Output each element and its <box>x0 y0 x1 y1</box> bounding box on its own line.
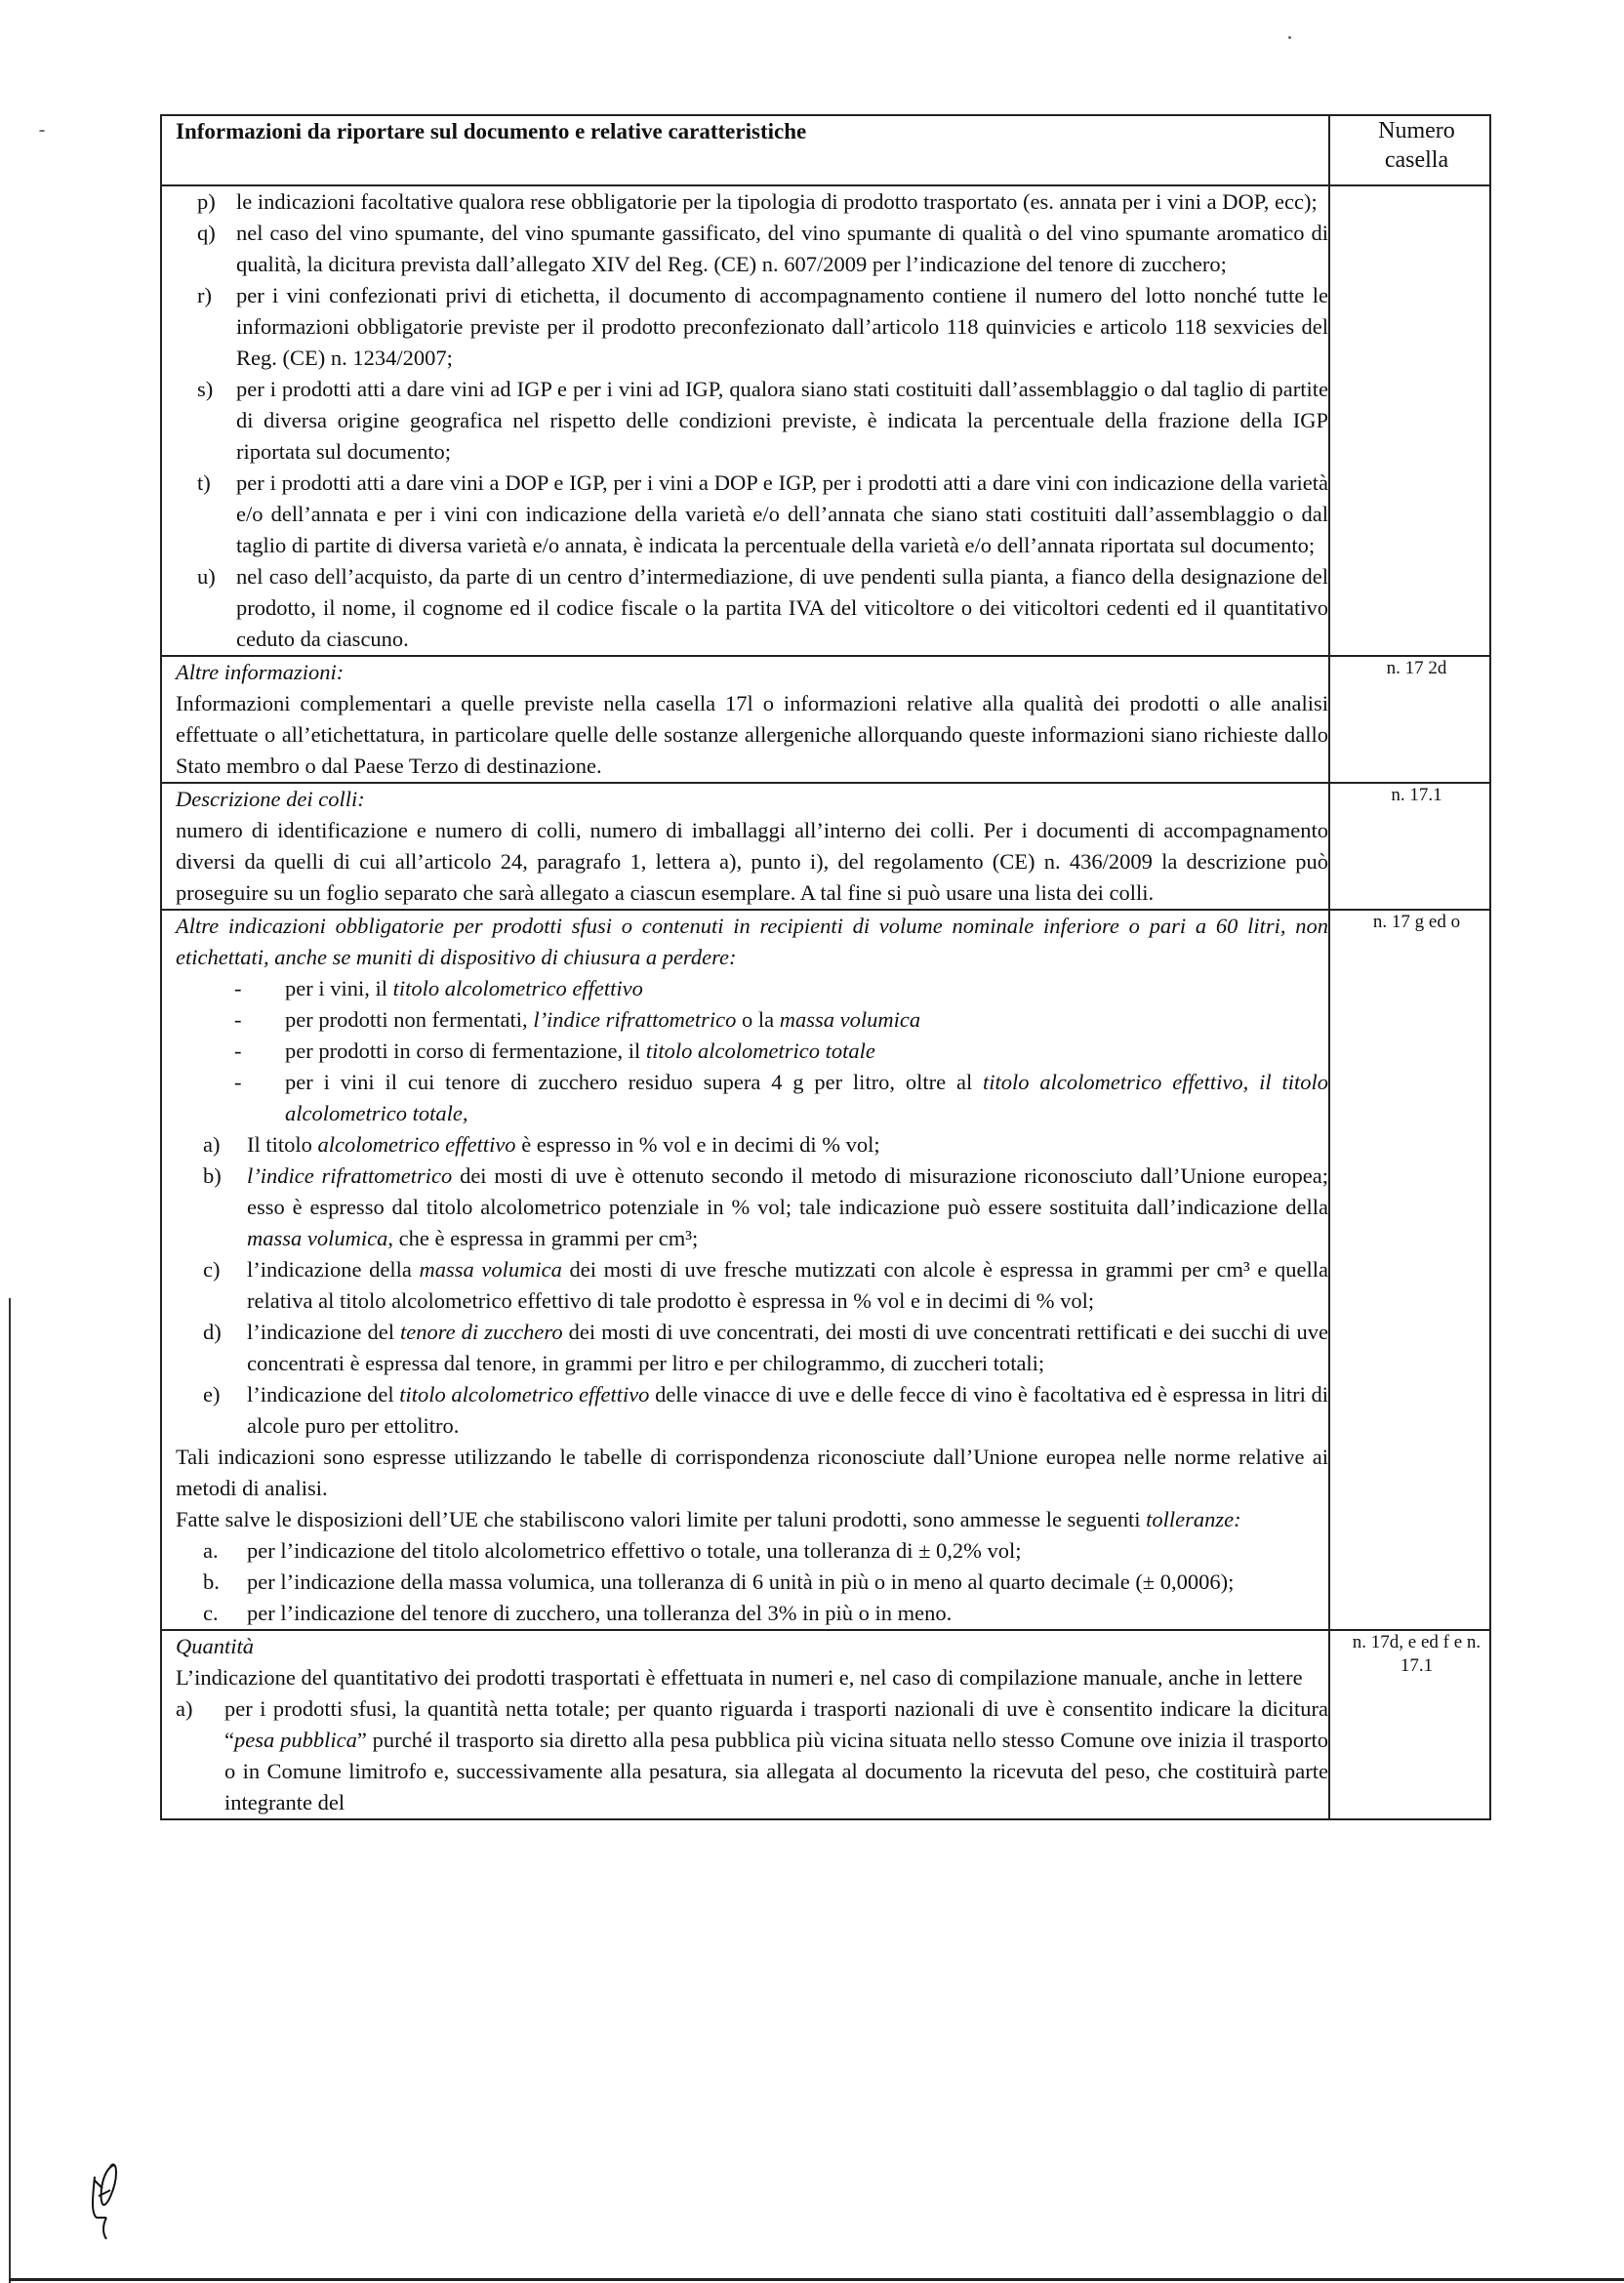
scan-speck <box>1288 36 1291 39</box>
item-label: a) <box>203 1132 221 1157</box>
tolerance-item <box>176 1535 1328 1567</box>
text: , che è espressa in grammi per cm³; <box>387 1226 699 1250</box>
row-number: n. 17.1 <box>1329 783 1490 910</box>
text: dei mosti di uve fresche mutizzati con alcole è espressa in grammi per cm³ e quella relativa al titolo alcolometrico effettivo di tale prodotto è espressa in % vol e in decimi di % vol; <box>247 1257 1328 1313</box>
row-content <box>161 910 1329 1630</box>
list-item <box>176 374 1328 468</box>
row-text: Informazioni complementari a quelle previste nella casella 17l o informazioni relative alla qualità dei prodotti o alle analisi effettuate o all’etichettatura, in particolare quelle delle sostanze allergeniche allorquando queste informazioni siano richieste dallo Stato membro o dal Paese Terzo di destinazione. <box>176 691 1328 778</box>
paragraph <box>176 1504 1328 1535</box>
dash-bullet: - <box>234 976 242 1000</box>
scan-edge-left <box>9 1298 11 2283</box>
dash-item <box>176 1036 1328 1067</box>
text: l’indicazione del <box>247 1320 400 1344</box>
italic-text: tenore di zucchero <box>400 1320 563 1344</box>
table-row <box>161 185 1490 656</box>
dash-bullet: - <box>234 1039 242 1063</box>
text: Il titolo <box>247 1132 318 1157</box>
tolerance-item <box>176 1567 1328 1598</box>
item-label: a) <box>176 1696 193 1721</box>
list-item <box>176 186 1328 218</box>
list-item <box>176 1693 1328 1818</box>
signature-initials-icon <box>73 2157 132 2245</box>
text: per i vini, il <box>285 976 393 1000</box>
scan-speck <box>39 130 45 132</box>
item-label: q) <box>197 221 216 245</box>
item-text: per i prodotti atti a dare vini ad IGP e per i vini ad IGP, qualora siano stati costituiti dall’assemblaggio o dal taglio di partite di diversa origine geografica nel rispetto delle condizioni previste, è indicata la percentuale della frazione della IGP riportata sul documento; <box>236 377 1328 464</box>
table-row <box>161 910 1490 1630</box>
italic-text: pesa pubblica <box>234 1728 357 1752</box>
row-number <box>1329 185 1490 656</box>
text: dei mosti di uve è ottenuto secondo il metodo di misurazione riconosciuto dall’Unione europea; esso è espresso dal titolo alcolometrico potenziale in % vol; tale indicazione può essere sostituita dall’indicazione della <box>247 1163 1328 1219</box>
text: per prodotti non fermentati, <box>285 1007 534 1032</box>
item-label: c) <box>203 1257 221 1282</box>
italic-text: massa volumica <box>247 1226 388 1250</box>
item-text: per l’indicazione della massa volumica, una tolleranza di 6 unità in più o in meno al quarto decimale (± 0,0006); <box>247 1570 1235 1594</box>
letter-item <box>176 1379 1328 1442</box>
text: per prodotti in corso di fermentazione, il <box>285 1039 646 1063</box>
letter-item <box>176 1317 1328 1379</box>
row-text: L’indicazione del quantitativo dei prodotti trasportati è effettuata in numeri e, nel caso di compilazione manuale, anche in lettere <box>176 1665 1303 1690</box>
item-text: per i vini confezionati privi di etichetta, il documento di accompagnamento contiene il numero del lotto nonché tutte le informazioni obbligatorie previste per il prodotto preconfezionato dall’articolo 118 quinvicies e articolo 118 sexvicies del Reg. (CE) n. 1234/2007; <box>236 283 1328 370</box>
italic-text: alcolometrico effettivo <box>317 1132 516 1157</box>
row-content <box>161 185 1329 656</box>
item-label: t) <box>197 470 211 495</box>
italic-text: massa volumica <box>419 1257 562 1282</box>
row-title: Descrizione dei colli: <box>176 787 365 811</box>
table-row <box>161 1630 1490 1819</box>
item-label: a. <box>203 1538 219 1563</box>
item-text: per l’indicazione del tenore di zucchero, una tolleranza del 3% in più o in meno. <box>247 1601 953 1625</box>
item-label: c. <box>203 1601 219 1625</box>
row-content <box>161 783 1329 910</box>
item-label: b. <box>203 1570 220 1594</box>
text: dei mosti di uve concentrati, dei mosti di uve concentrati rettificati e dei succhi di uve concentrati è espressa dal tenore, in grammi per litro e per chilogrammo, di zuccheri totali; <box>247 1320 1328 1375</box>
row-title: Altre indicazioni obbligatorie per prodotti sfusi o contenuti in recipienti di volume nominale inferiore o pari a 60 litri, non etichettati, anche se muniti di dispositivo di chiusura a perdere: <box>176 914 1328 969</box>
document-table <box>160 114 1491 1820</box>
item-label: d) <box>203 1320 222 1344</box>
dash-item <box>176 973 1328 1004</box>
item-text: le indicazioni facoltative qualora rese obbligatorie per la tipologia di prodotto trasportato (es. annata per i vini a DOP, ecc); <box>236 189 1318 214</box>
text: l’indicazione della <box>247 1257 420 1282</box>
item-text: per l’indicazione del titolo alcolometrico effettivo o totale, una tolleranza di ± 0,2% vol; <box>247 1538 1022 1563</box>
row-text: numero di identificazione e numero di colli, numero di imballaggi all’interno dei colli. Per i documenti di accompagnamento diversi da quelli di cui all’articolo 24, paragrafo 1, lettera a), punto i), del regolamento (CE) n. 436/2009 la descrizione può proseguire su un foglio separato che sarà allegato a ciascun esemplare. A tal fine si può usare una lista dei colli. <box>176 818 1328 905</box>
item-label: b) <box>203 1163 222 1188</box>
dash-bullet: - <box>234 1070 242 1094</box>
row-title: Quantità <box>176 1634 255 1658</box>
text: per i vini il cui tenore di zucchero residuo supera 4 g per litro, oltre al <box>285 1070 984 1094</box>
table-header-row <box>161 115 1490 185</box>
table-row <box>161 656 1490 783</box>
text: o la <box>736 1007 780 1032</box>
text: l’indicazione del <box>247 1382 400 1406</box>
row-content <box>161 656 1329 783</box>
item-text: nel caso dell’acquisto, da parte di un centro d’intermediazione, di uve pendenti sulla pianta, a fianco della designazione del prodotto, il nome, il cognome ed il codice fiscale o la partita IVA del viticoltore o dei viticoltori cedenti ed il quantitativo ceduto da ciascuno. <box>236 564 1328 651</box>
list-item <box>176 561 1328 655</box>
italic-text: tolleranze: <box>1146 1507 1241 1531</box>
list-item <box>176 280 1328 374</box>
italic-text: titolo alcolometrico totale <box>645 1039 875 1063</box>
italic-text: titolo alcolometrico effettivo, il titolo alcolometrico totale, <box>285 1070 1328 1125</box>
text: Fatte salve le disposizioni dell’UE che stabiliscono valori limite per taluni prodotti, sono ammesse le seguenti <box>176 1507 1147 1531</box>
letter-item <box>176 1129 1328 1161</box>
dash-item <box>176 1067 1328 1129</box>
text: delle vinacce di uve e delle fecce di vino è facoltativa ed è espressa in litri di alcole puro per ettolitro. <box>247 1382 1328 1438</box>
header-info: Informazioni da riportare sul documento e relative caratteristiche <box>161 115 1329 185</box>
item-label: s) <box>197 377 214 401</box>
paragraph: Tali indicazioni sono espresse utilizzando le tabelle di corrispondenza riconosciute dall’Unione europea nelle norme relative ai metodi di analisi. <box>176 1445 1328 1500</box>
item-label: p) <box>197 189 216 214</box>
letter-item <box>176 1254 1328 1317</box>
item-label: e) <box>203 1382 221 1406</box>
item-label: r) <box>197 283 212 307</box>
dash-bullet: - <box>234 1007 242 1032</box>
row-number: n. 17 g ed o <box>1329 910 1490 1630</box>
list-item <box>176 218 1328 280</box>
header-number: Numero casella <box>1329 115 1490 185</box>
item-text: nel caso del vino spumante, del vino spumante gassificato, del vino spumante di qualità o del vino spumante aromatico di qualità, la dicitura prevista dall’allegato XIV del Reg. (CE) n. 607/2009 per l’indicazione del tenore di zucchero; <box>236 221 1328 276</box>
tolerance-item <box>176 1598 1328 1629</box>
item-text: per i prodotti atti a dare vini a DOP e IGP, per i vini a DOP e IGP, per i prodotti atti a dare vini con indicazione della varietà e/o dell’annata e per i vini con indicazione della varietà e/o dell’annata che siano stati costituiti dall’assemblaggio o dal taglio di partite di diversa varietà e/o annata, è indicata la percentuale della varietà e/o dell’annata riportata sul documento; <box>236 470 1328 557</box>
row-number: n. 17d, e ed f e n. 17.1 <box>1329 1630 1490 1819</box>
text: ” purché il trasporto sia diretto alla pesa pubblica più vicina situata nello stesso Comune ove inizia il trasporto o in Comune limitrofo e, successivamente alla pesatura, sia allegata al documento la ricevuta del peso, che costituirà parte integrante del <box>224 1728 1328 1814</box>
row-title: Altre informazioni: <box>176 660 345 684</box>
list-item <box>176 468 1328 561</box>
text: per i prodotti sfusi, la quantità netta totale; per quanto riguarda i trasporti nazionali di uve è consentito indicare la dicitura “ <box>224 1696 1328 1752</box>
text: è espresso in % vol e in decimi di % vol; <box>515 1132 880 1157</box>
table-row <box>161 783 1490 910</box>
italic-text: massa volumica <box>779 1007 921 1032</box>
italic-text: titolo alcolometrico effettivo <box>399 1382 650 1406</box>
scan-edge-bottom <box>9 2278 1624 2281</box>
item-label: u) <box>197 564 216 589</box>
row-number: n. 17 2d <box>1329 656 1490 783</box>
row-content <box>161 1630 1329 1819</box>
dash-item <box>176 1004 1328 1036</box>
italic-text: l’indice rifrattometrico <box>533 1007 737 1032</box>
italic-text: l’indice rifrattometrico <box>247 1163 453 1188</box>
letter-item <box>176 1161 1328 1254</box>
italic-text: titolo alcolometrico effettivo <box>392 976 643 1000</box>
